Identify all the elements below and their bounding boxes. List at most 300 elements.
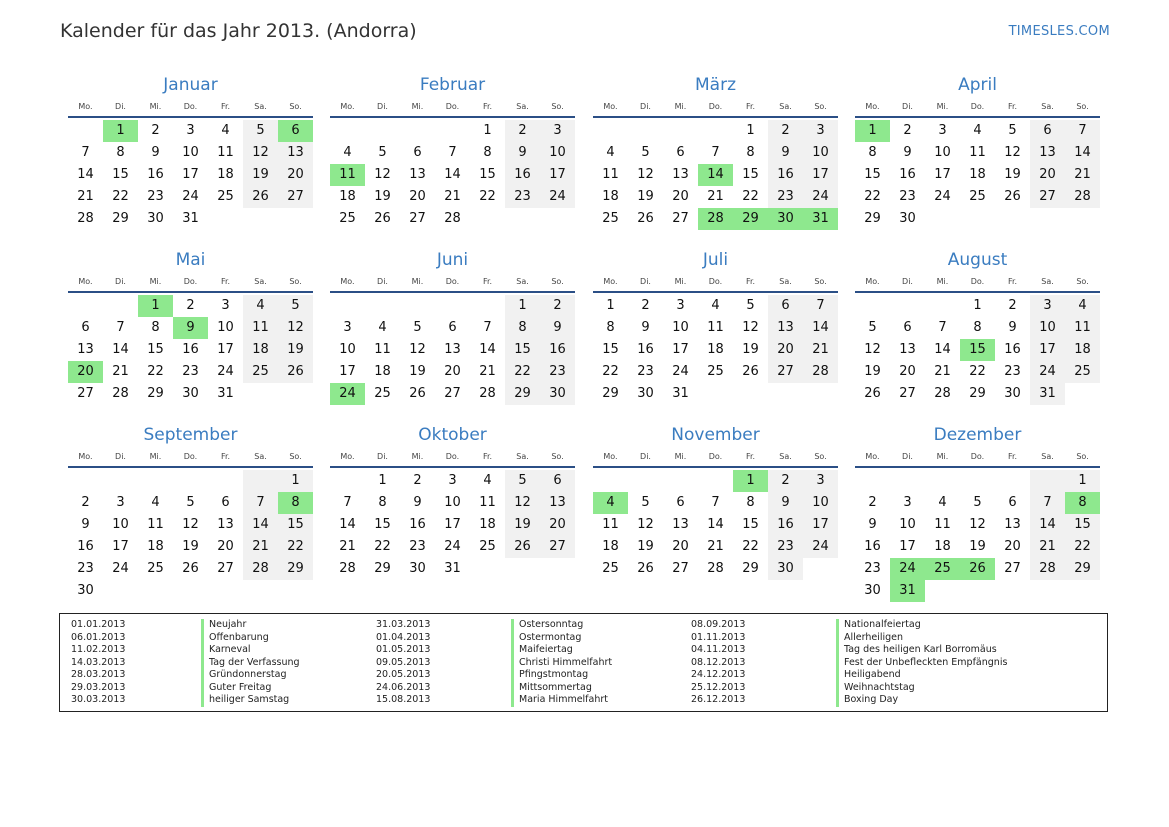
day-cell: 8 [746,145,755,160]
day-cell: 3 [1030,295,1065,317]
day-cell: 6 [1030,120,1065,142]
day-cell: 20 [672,189,689,204]
day-cell: 25 [217,189,234,204]
month-februar [330,74,575,230]
day-cell: 26 [960,558,995,580]
day-cell: 8 [278,492,313,514]
day-cell: 9 [768,142,803,164]
day-cell: 13 [217,517,234,532]
day-cell: 25 [602,211,619,226]
day-cell: 9 [868,517,877,532]
day-cell: 27 [278,186,313,208]
day-cell: 20 [1030,164,1065,186]
day-cell: 14 [707,517,724,532]
legend-date: 30.03.2013 [71,694,126,705]
day-cell: 2 [641,298,650,313]
day-cell: 6 [448,320,457,335]
day-cell: 13 [1030,142,1065,164]
legend-date: 01.05.2013 [376,644,431,655]
day-cell: 19 [278,339,313,361]
empty-day-cell [68,295,103,317]
weekday-label: Sa. [1041,452,1054,461]
day-cell: 1 [138,295,173,317]
brand-logo-text[interactable]: TIMESLES.COM [1008,24,1110,39]
legend-date: 24.06.2013 [376,681,431,693]
day-cell: 25 [602,561,619,576]
legend-holiday-name: Gründonnerstag [209,669,287,680]
day-cell: 3 [676,298,685,313]
day-cell: 24 [182,189,199,204]
day-cell: 17 [444,517,461,532]
day-cell: 16 [505,164,540,186]
day-cell: 12 [1004,145,1021,160]
day-cell: 20 [1004,539,1021,554]
day-cell: 18 [147,539,164,554]
day-cell: 6 [413,145,422,160]
day-cell: 16 [637,342,654,357]
day-cell: 24 [890,558,925,580]
day-cell: 12 [243,142,278,164]
day-cell: 6 [676,145,685,160]
day-cell: 14 [243,514,278,536]
weekday-label: Do. [708,452,723,461]
day-cell: 9 [151,145,160,160]
day-cell: 27 [217,561,234,576]
month-oktober [330,424,575,580]
weekday-label: So. [551,277,564,286]
day-cell: 26 [864,386,881,401]
weekday-label: Fr. [1007,452,1018,461]
day-cell: 13 [77,342,94,357]
day-cell: 4 [973,123,982,138]
day-cell: 5 [505,470,540,492]
weekday-header [855,450,1100,468]
day-cell: 27 [1004,561,1021,576]
day-cell: 13 [278,142,313,164]
month-januar [68,74,313,230]
day-cell: 15 [602,342,619,357]
day-cell: 31 [803,208,838,230]
empty-day-cell [855,295,890,317]
day-grid [68,120,313,230]
day-cell: 14 [77,167,94,182]
day-cell: 17 [934,167,951,182]
legend-date: 14.03.2013 [71,656,126,668]
weekday-label: So. [1076,102,1089,111]
weekday-label: Mo. [603,102,618,111]
month-name: Oktober [418,425,487,445]
day-cell: 11 [330,164,365,186]
month-name: Mai [175,250,206,270]
day-cell: 9 [768,492,803,514]
month-name: März [695,75,736,95]
legend-date-column [71,619,191,707]
day-cell: 25 [147,561,164,576]
day-cell: 25 [969,189,986,204]
day-cell: 12 [969,517,986,532]
empty-day-cell [663,470,698,492]
day-cell: 16 [409,517,426,532]
day-cell: 26 [505,536,540,558]
day-cell: 3 [116,495,125,510]
day-cell: 1 [606,298,615,313]
weekday-label: Mi. [674,277,687,286]
legend-date: 11.02.2013 [71,644,126,655]
weekday-label: Fr. [220,277,231,286]
weekday-label: Mo. [340,452,355,461]
day-cell: 26 [182,561,199,576]
day-cell: 11 [147,517,164,532]
day-cell: 27 [540,536,575,558]
empty-day-cell [400,295,435,317]
day-cell: 15 [742,517,759,532]
weekday-label: Do. [970,277,985,286]
day-cell: 18 [934,539,951,554]
legend-date: 31.03.2013 [376,619,431,630]
weekday-label: Do. [183,102,198,111]
day-cell: 3 [938,123,947,138]
day-cell: 20 [540,514,575,536]
weekday-label: Mo. [78,452,93,461]
weekday-label: Do. [445,452,460,461]
day-cell: 3 [803,470,838,492]
empty-day-cell [68,470,103,492]
day-cell: 20 [68,361,103,383]
weekday-header [330,100,575,118]
month-april [855,74,1100,230]
day-cell: 17 [112,539,129,554]
day-cell: 18 [602,189,619,204]
day-cell: 13 [444,342,461,357]
weekday-label: Mo. [78,102,93,111]
month-juni [330,249,575,405]
day-cell: 27 [77,386,94,401]
day-cell: 24 [803,186,838,208]
day-cell: 26 [637,211,654,226]
day-cell: 3 [186,123,195,138]
day-cell: 1 [733,470,768,492]
month-name: August [947,250,1008,270]
day-cell: 2 [186,298,195,313]
day-cell: 24 [934,189,951,204]
day-cell: 10 [803,142,838,164]
weekday-header [593,450,838,468]
weekday-label: Sa. [254,102,267,111]
day-cell: 3 [221,298,230,313]
day-cell: 12 [409,342,426,357]
weekday-label: Fr. [220,102,231,111]
day-cell: 1 [505,295,540,317]
empty-day-cell [890,470,925,492]
weekday-header [593,100,838,118]
day-cell: 2 [868,495,877,510]
legend-holiday-name: Heiligabend [844,669,901,680]
day-cell: 22 [278,536,313,558]
day-cell: 7 [711,495,720,510]
day-cell: 10 [899,517,916,532]
day-cell: 5 [413,320,422,335]
day-cell: 24 [803,536,838,558]
day-cell: 26 [742,364,759,379]
day-cell: 10 [444,495,461,510]
day-cell: 31 [217,386,234,401]
day-cell: 31 [444,561,461,576]
day-cell: 13 [672,167,689,182]
legend-date: 28.03.2013 [71,669,126,680]
month-name: Dezember [933,425,1022,445]
day-cell: 1 [1065,470,1100,492]
empty-day-cell [698,120,733,142]
weekday-label: Sa. [779,277,792,286]
day-cell: 7 [1065,120,1100,142]
day-cell: 21 [479,364,496,379]
day-cell: 24 [112,561,129,576]
day-cell: 15 [960,339,995,361]
weekday-label: Mi. [936,452,949,461]
day-cell: 13 [899,342,916,357]
day-cell: 1 [103,120,138,142]
day-cell: 23 [147,189,164,204]
month-november [593,424,838,580]
day-cell: 5 [641,145,650,160]
empty-day-cell [435,120,470,142]
day-cell: 23 [637,364,654,379]
empty-day-cell [925,470,960,492]
day-cell: 12 [505,492,540,514]
day-cell: 10 [803,492,838,514]
day-cell: 31 [890,580,925,602]
legend-date: 20.05.2013 [376,669,431,680]
day-cell: 27 [899,386,916,401]
day-cell: 22 [864,189,881,204]
weekday-label: Mi. [411,102,424,111]
day-cell: 3 [448,473,457,488]
empty-day-cell [365,120,400,142]
day-cell: 25 [479,539,496,554]
legend-date: 06.01.2013 [71,631,126,643]
day-cell: 27 [672,561,689,576]
day-cell: 6 [81,320,90,335]
weekday-label: Mi. [149,102,162,111]
day-cell: 7 [1030,492,1065,514]
day-cell: 28 [112,386,129,401]
day-cell: 1 [973,298,982,313]
day-cell: 25 [374,386,391,401]
day-cell: 8 [483,145,492,160]
day-cell: 9 [540,317,575,339]
weekday-label: Sa. [254,277,267,286]
day-cell: 11 [479,495,496,510]
day-cell: 8 [606,320,615,335]
day-cell: 23 [864,561,881,576]
month-name: April [958,75,997,95]
day-cell: 16 [899,167,916,182]
day-cell: 4 [711,298,720,313]
day-cell: 29 [969,386,986,401]
month-dezember [855,424,1100,602]
day-cell: 7 [343,495,352,510]
legend-date: 04.11.2013 [691,644,746,655]
day-cell: 4 [1065,295,1100,317]
day-cell: 21 [1030,536,1065,558]
day-cell: 30 [637,386,654,401]
legend-holiday-name: Pfingstmontag [519,669,589,680]
day-cell: 21 [1065,164,1100,186]
day-cell: 22 [1065,536,1100,558]
legend-holiday-name: Ostermontag [519,631,582,643]
day-cell: 25 [1065,361,1100,383]
day-cell: 18 [602,539,619,554]
weekday-label: Mo. [865,277,880,286]
day-cell: 11 [969,145,986,160]
legend-date: 29.03.2013 [71,681,126,693]
weekday-header [330,275,575,293]
day-cell: 10 [1030,317,1065,339]
month-name: Juni [436,250,469,270]
weekday-label: Do. [970,102,985,111]
day-cell: 6 [540,470,575,492]
day-cell: 16 [1004,342,1021,357]
day-cell: 19 [374,189,391,204]
day-cell: 29 [505,383,540,405]
legend-holiday-name: Guter Freitag [209,681,272,693]
legend-holiday-name: Neujahr [209,619,247,630]
month-august [855,249,1100,405]
day-cell: 22 [602,364,619,379]
day-cell: 19 [243,164,278,186]
day-cell: 13 [672,517,689,532]
day-cell: 5 [186,495,195,510]
day-cell: 12 [864,342,881,357]
legend-date-column [691,619,811,707]
day-cell: 21 [339,539,356,554]
day-cell: 8 [746,495,755,510]
day-cell: 4 [221,123,230,138]
day-cell: 28 [1030,558,1065,580]
day-cell: 29 [742,561,759,576]
day-cell: 2 [768,470,803,492]
weekday-label: Di. [115,452,126,461]
day-cell: 23 [409,539,426,554]
day-cell: 28 [1065,186,1100,208]
day-cell: 9 [641,320,650,335]
day-cell: 8 [151,320,160,335]
day-cell: 23 [899,189,916,204]
legend-date: 01.04.2013 [376,631,431,643]
day-cell: 9 [173,317,208,339]
legend-date: 26.12.2013 [691,694,746,705]
legend-holiday-name: Maria Himmelfahrt [519,694,608,705]
day-cell: 8 [1065,492,1100,514]
day-cell: 5 [243,120,278,142]
day-cell: 21 [803,339,838,361]
day-cell: 23 [540,361,575,383]
day-cell: 13 [1004,517,1021,532]
day-cell: 11 [217,145,234,160]
day-cell: 19 [637,539,654,554]
day-cell: 21 [112,364,129,379]
day-cell: 18 [339,189,356,204]
day-cell: 24 [540,186,575,208]
legend-holiday-name: Ostersonntag [519,619,584,630]
weekday-label: Di. [377,277,388,286]
day-cell: 10 [934,145,951,160]
day-cell: 5 [641,495,650,510]
day-cell: 12 [637,517,654,532]
month-mai [68,249,313,405]
day-cell: 11 [602,517,619,532]
day-cell: 20 [899,364,916,379]
day-cell: 15 [374,517,391,532]
day-cell: 27 [444,386,461,401]
day-cell: 2 [1008,298,1017,313]
day-grid [855,470,1100,602]
weekday-label: Sa. [254,452,267,461]
day-cell: 11 [602,167,619,182]
day-cell: 24 [330,383,365,405]
day-cell: 28 [707,561,724,576]
day-cell: 11 [934,517,951,532]
day-cell: 5 [1008,123,1017,138]
day-cell: 29 [112,211,129,226]
day-cell: 10 [217,320,234,335]
weekday-label: So. [1076,452,1089,461]
day-cell: 29 [374,561,391,576]
day-cell: 7 [938,320,947,335]
day-cell: 17 [1030,339,1065,361]
day-cell: 17 [339,364,356,379]
day-cell: 16 [540,339,575,361]
day-cell: 20 [217,539,234,554]
weekday-label: Di. [640,452,651,461]
day-cell: 10 [182,145,199,160]
day-cell: 13 [409,167,426,182]
day-cell: 23 [768,186,803,208]
day-cell: 2 [505,120,540,142]
day-cell: 20 [409,189,426,204]
legend-holiday-name: Maifeiertag [519,644,573,655]
weekday-label: Mi. [936,102,949,111]
day-cell: 1 [855,120,890,142]
empty-day-cell [330,470,365,492]
day-cell: 12 [637,167,654,182]
day-cell: 15 [147,342,164,357]
day-cell: 4 [343,145,352,160]
day-cell: 9 [81,517,90,532]
weekday-label: Di. [377,102,388,111]
weekday-label: Di. [902,452,913,461]
legend-holiday-name: Karneval [209,644,251,655]
day-cell: 21 [243,536,278,558]
day-cell: 24 [444,539,461,554]
day-cell: 19 [409,364,426,379]
weekday-label: Do. [708,277,723,286]
weekday-label: Mo. [78,277,93,286]
legend-name-column [511,619,612,707]
day-cell: 4 [593,492,628,514]
legend-date: 01.01.2013 [71,619,126,630]
day-grid [68,470,313,602]
empty-day-cell [243,470,278,492]
legend-holiday-name: Boxing Day [844,694,899,705]
weekday-label: Do. [445,102,460,111]
weekday-label: So. [289,102,302,111]
day-cell: 6 [768,295,803,317]
day-cell: 7 [803,295,838,317]
day-cell: 2 [540,295,575,317]
holiday-legend [59,613,1108,712]
day-grid [593,295,838,405]
